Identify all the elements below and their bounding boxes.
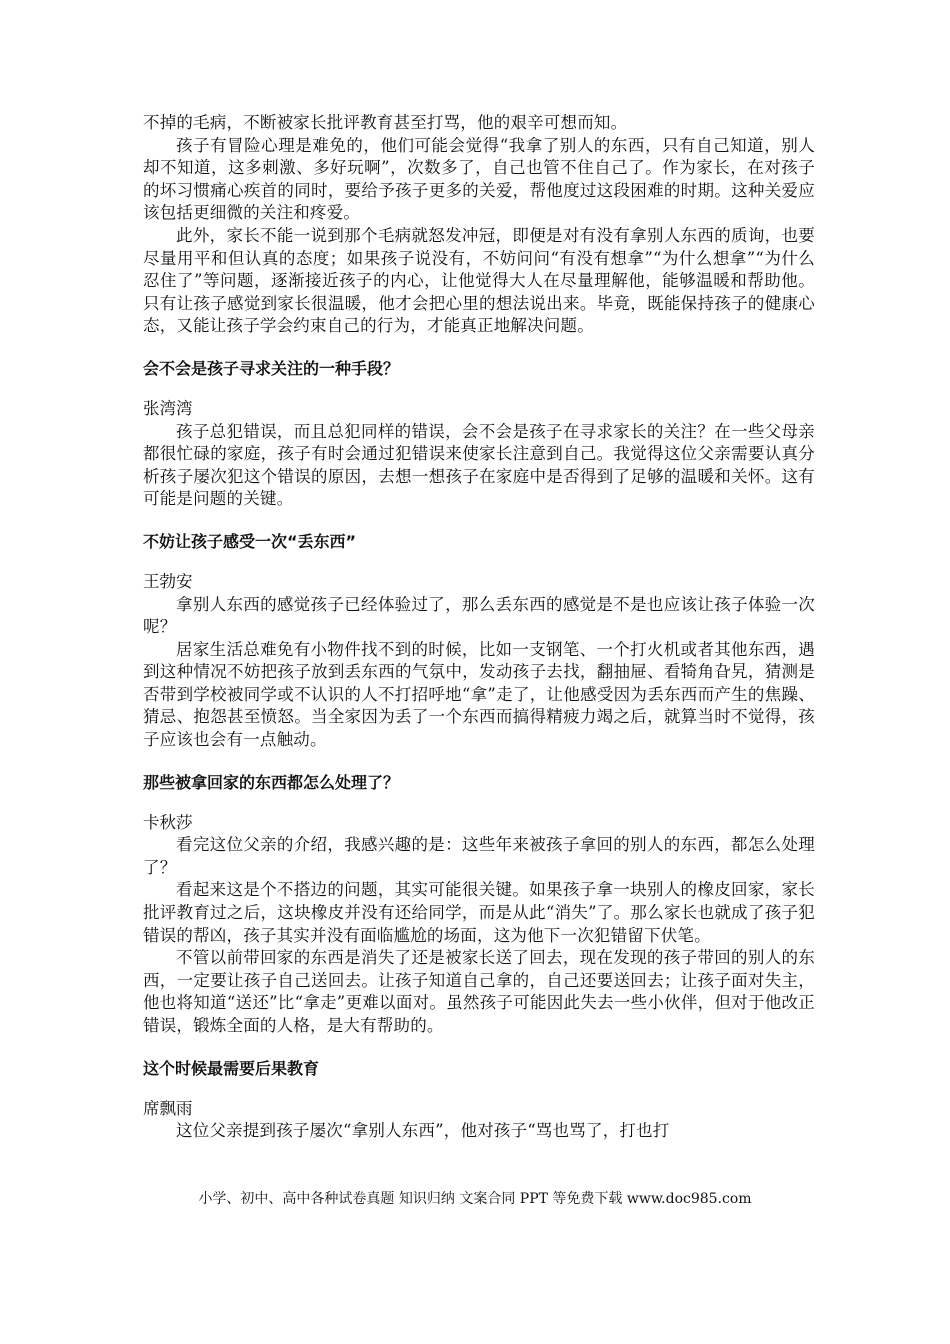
paragraph: 看起来这是个不搭边的问题，其实可能很关键。如果孩子拿一块别人的橡皮回家，家长批评教育过之后，这块橡皮并没有还给同学，而是从此“消失”了。那么家长也就成了孩子犯错误的帮凶，孩子其实并没有面临尴尬的场面，这为他下一次犯错留下伏笔。 — [143, 880, 815, 945]
section-items-handling — [143, 772, 815, 1038]
author-name: 卡秋莎 — [143, 812, 193, 832]
paragraph: 此外，家长不能一说到那个毛病就怒发冲冠，即便是对有没有拿别人东西的质询，也要尽量用平和但认真的态度；如果孩子说没有，不妨问问“有没有想拿”“为什么想拿”“为什么忍住了”等问题，逐渐接近孩子的内心，让他觉得大人在尽量理解他，能够温暖和帮助他。只有让孩子感觉到家长很温暖，他才会把心里的想法说出来。毕竟，既能保持孩子的健康心态，又能让孩子学会约束自己的行为，才能真正地解决问题。 — [143, 225, 815, 336]
paragraph: 看完这位父亲的介绍，我感兴趣的是：这些年来被孩子拿回的别人的东西，都怎么处理了？ — [143, 835, 815, 877]
paragraph: 孩子总犯错误，而且总犯同样的错误，会不会是孩子在寻求家长的关注？在一些父母亲都很忙碌的家庭，孩子有时会通过犯错误来使家长注意到自己。我觉得这位父亲需要认真分析孩子屡次犯这个错误的原因，去想一想孩子在家庭中是否得到了足够的温暖和关怀。这有可能是问题的关键。 — [143, 421, 815, 509]
section-heading: 那些被拿回家的东西都怎么处理了？ — [143, 772, 400, 792]
section-heading: 不妨让孩子感受一次“丢东西” — [143, 531, 357, 551]
document-body — [143, 112, 815, 1143]
paragraph: 拿别人东西的感觉孩子已经体验过了，那么丢东西的感觉是不是也应该让孩子体验一次呢？ — [143, 594, 815, 637]
paragraph: 居家生活总难免有小物件找不到的时候，比如一支钢笔、一个打火机或者其他东西，遇到这种情况不妨把孩子放到丢东西的气氛中，发动孩子去找，翻抽屉、看犄角旮旯，猜测是否带到学校被同学或不认识的人不打招呼地“拿”走了，让他感受因为丢东西而产生的焦躁、猜忌、抱怨甚至愤怒。当全家因为丢了一个东西而搞得精疲力竭之后，就算当时不觉得，孩子应该也会有一点触动。 — [143, 639, 815, 750]
page-footer: 小学、初中、高中各种试卷真题 知识归纳 文案合同 PPT 等免费下载 www.doc985.com — [198, 1191, 752, 1207]
author-name: 王勃安 — [143, 571, 193, 591]
author-name: 张湾湾 — [143, 398, 193, 418]
section-heading: 会不会是孩子寻求关注的一种手段？ — [143, 358, 400, 378]
paragraph: 这位父亲提到孩子屡次“拿别人东西”，他对孩子“骂也骂了，打也打 — [176, 1121, 670, 1141]
paragraph-continuation: 不掉的毛病，不断被家长批评教育甚至打骂，他的艰辛可想而知。 — [143, 113, 628, 132]
section-heading: 这个时候最需要后果教育 — [143, 1058, 320, 1078]
paragraph: 孩子有冒险心理是难免的，他们可能会觉得“我拿了别人的东西，只有自己知道，别人却不知道，这多刺激、多好玩啊”，次数多了，自己也管不住自己了。作为家长，在对孩子的坏习惯痛心疾首的同时，要给予孩子更多的关爱，帮他度过这段困难的时期。这种关爱应该包括更细微的关注和疼爱。 — [143, 135, 815, 223]
section-consequence-education — [143, 1058, 815, 1143]
author-name: 席飘雨 — [143, 1098, 193, 1118]
section-lose-things — [143, 531, 815, 752]
section-attention — [143, 358, 815, 511]
paragraph: 不管以前带回家的东西是消失了还是被家长送了回去，现在发现的孩子带回的别人的东西，一定要让孩子自己送回去。让孩子知道自己拿的，自己还要送回去；让孩子面对失主，他也将知道“送还”比“拿走”更难以面对。虽然孩子可能因此失去一些小伙伴，但对于他改正错误，锻炼全面的人格，是大有帮助的。 — [143, 948, 815, 1035]
